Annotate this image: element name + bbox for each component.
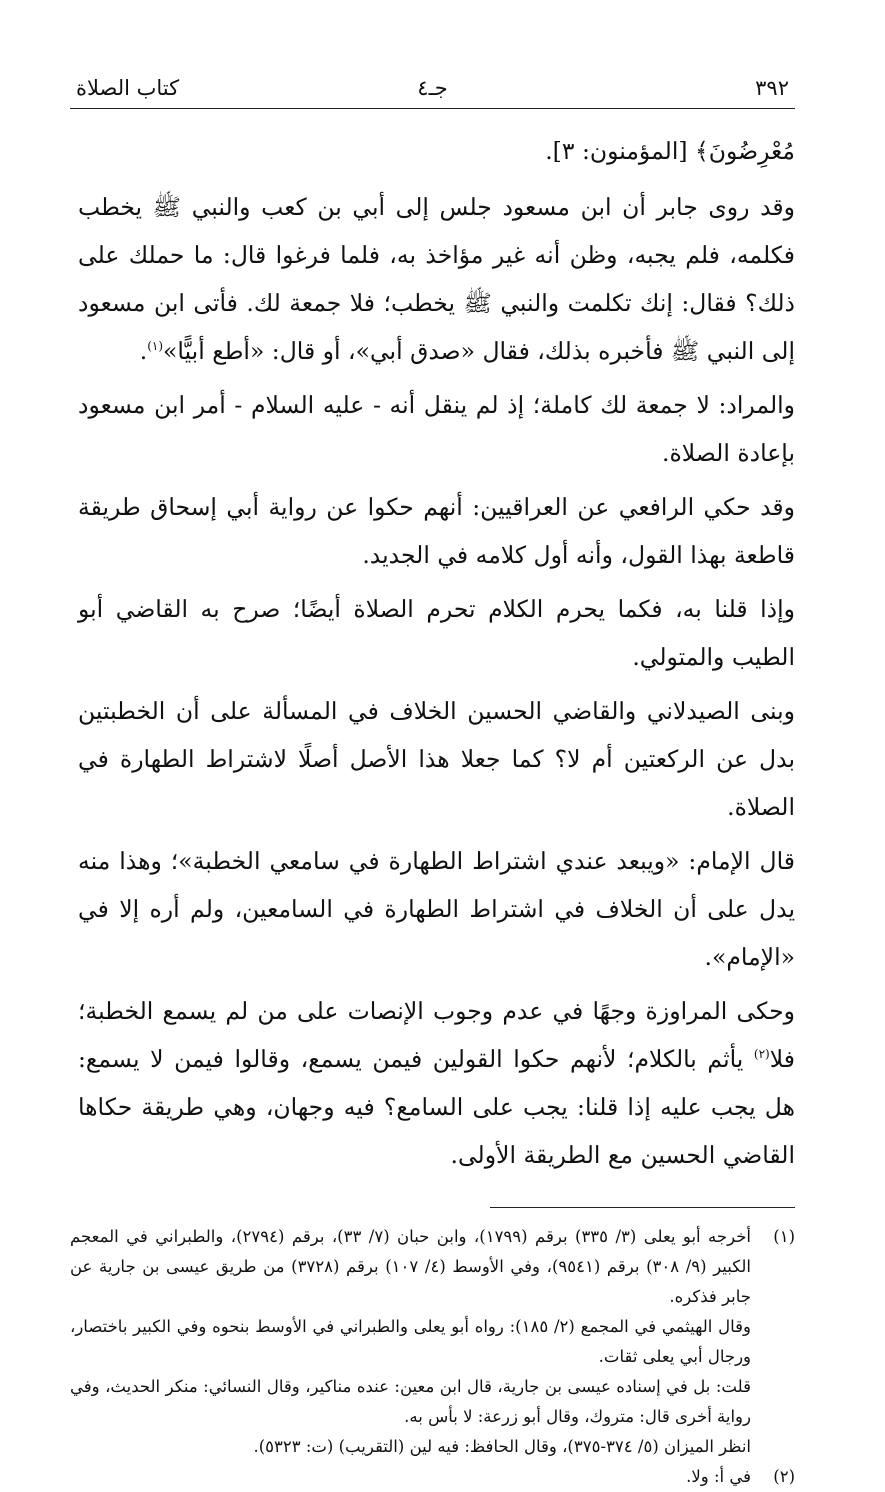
- paragraph: [78, 585, 795, 681]
- paragraph-text: مُعْرِضُونَ﴾ [المؤمنون: ٣].: [545, 137, 795, 165]
- paragraph: [78, 483, 795, 579]
- footnotes: [70, 1222, 795, 1492]
- footnote-line: في أ: ولا.: [686, 1467, 751, 1486]
- footnote-body: [70, 1462, 751, 1492]
- paragraph-text: وقد حكي الرافعي عن العراقيين: أنهم حكوا عن رواية أبي إسحاق طريقة قاطعة بهذا القول، وأنه أول كلامه في الجديد.: [78, 493, 795, 569]
- main-text: [70, 127, 795, 1179]
- footnote-body: [70, 1222, 751, 1462]
- footnote-line: قلت: بل في إسناده عيسى بن جارية، قال ابن معين: عنده مناكير، وقال النسائي: منكر الحديث، وفي رواية أخرى قال: متروك، وقال أبو زرعة: لا بأس به.: [70, 1377, 751, 1426]
- footnote-line: انظر الميزان (٥/ ٣٧٤-٣٧٥)، وقال الحافظ: فيه لين (التقريب) (ت: ٥٣٢٣).: [253, 1437, 751, 1456]
- footnote-ref[interactable]: (١): [147, 339, 164, 354]
- page-number: ٣٩٢: [755, 76, 789, 100]
- volume-label: جـ٤: [417, 76, 448, 100]
- footnote: [70, 1462, 795, 1492]
- footnote-separator: [490, 1207, 795, 1208]
- paragraph-text: وحكى المراوزة وجهًا في عدم وجوب الإنصات على من لم يسمع الخطبة؛ فلا: [78, 997, 795, 1073]
- book-title: كتاب الصلاة: [75, 76, 180, 100]
- paragraph: [78, 381, 795, 477]
- paragraph-text: .: [139, 337, 148, 365]
- header-rule: [70, 108, 795, 109]
- paragraph: [78, 127, 795, 175]
- paragraph: [78, 687, 795, 831]
- paragraph-text: والمراد: لا جمعة لك كاملة؛ إذ لم ينقل أنه - عليه السلام - أمر ابن مسعود بإعادة الصلاة.: [78, 391, 795, 467]
- page-header: [70, 70, 795, 108]
- footnote-mark: (٢): [773, 1467, 795, 1486]
- paragraph: [78, 987, 795, 1179]
- footnote-line: أخرجه أبو يعلى (٣/ ٣٣٥) برقم (١٧٩٩)، وابن حبان (٧/ ٣٣)، برقم (٢٧٩٤)، والطبراني في المعجم الكبير (٩/ ٣٠٨) برقم (٩٥٤١)، وفي الأوسط (٤/ ١٠٧) برقم (٣٧٢٨) من طريق عيسى بن جارية عن جابر فذكره.: [70, 1227, 751, 1306]
- paragraph-text: قال الإمام: «ويبعد عندي اشتراط الطهارة في سامعي الخطبة»؛ وهذا منه يدل على أن الخلاف في اشتراط الطهارة في السامعين، ولم أره إلا في «الإمام».: [78, 847, 795, 971]
- footnote-line: وقال الهيثمي في المجمع (٢/ ١٨٥): رواه أبو يعلى والطبراني في الأوسط بنحوه وفي الكبير باختصار، ورجال أبي يعلى ثقات.: [70, 1317, 751, 1366]
- paragraph-text: وقد روى جابر أن ابن مسعود جلس إلى أبي بن كعب والنبي ﷺ يخطب فكلمه، فلم يجبه، وظن أنه غير مؤاخذ به، فلما فرغوا قال: ما حملك على ذلك؟ فقال: إنك تكلمت والنبي ﷺ يخطب؛ فلا جمعة لك. فأتى ابن مسعود إلى النبي ﷺ فأخبره بذلك، فقال «صدق أبي»، أو قال: «أطع أبيًّا»: [78, 193, 795, 365]
- paragraph-text: يأثم بالكلام؛ لأنهم حكوا القولين فيمن يسمع، وقالوا فيمن لا يسمع: هل يجب عليه إذا قلنا: يجب على السامع؟ فيه وجهان، وهي طريقة حكاها القاضي الحسين مع الطريقة الأولى.: [78, 1045, 795, 1169]
- footnote-separator-wrap: [70, 1185, 795, 1222]
- footnote: [70, 1222, 795, 1462]
- paragraph-text: وبنى الصيدلاني والقاضي الحسين الخلاف في المسألة على أن الخطبتين بدل عن الركعتين أم لا؟ كما جعلا هذا الأصل أصلًا لاشتراط الطهارة في الصلاة.: [78, 697, 795, 821]
- paragraph: [78, 183, 795, 375]
- footnote-mark: (١): [773, 1227, 795, 1246]
- footnote-ref[interactable]: (٢): [753, 1047, 770, 1062]
- paragraph: [78, 837, 795, 981]
- paragraph-text: وإذا قلنا به، فكما يحرم الكلام تحرم الصلاة أيضًا؛ صرح به القاضي أبو الطيب والمتولي.: [78, 595, 795, 671]
